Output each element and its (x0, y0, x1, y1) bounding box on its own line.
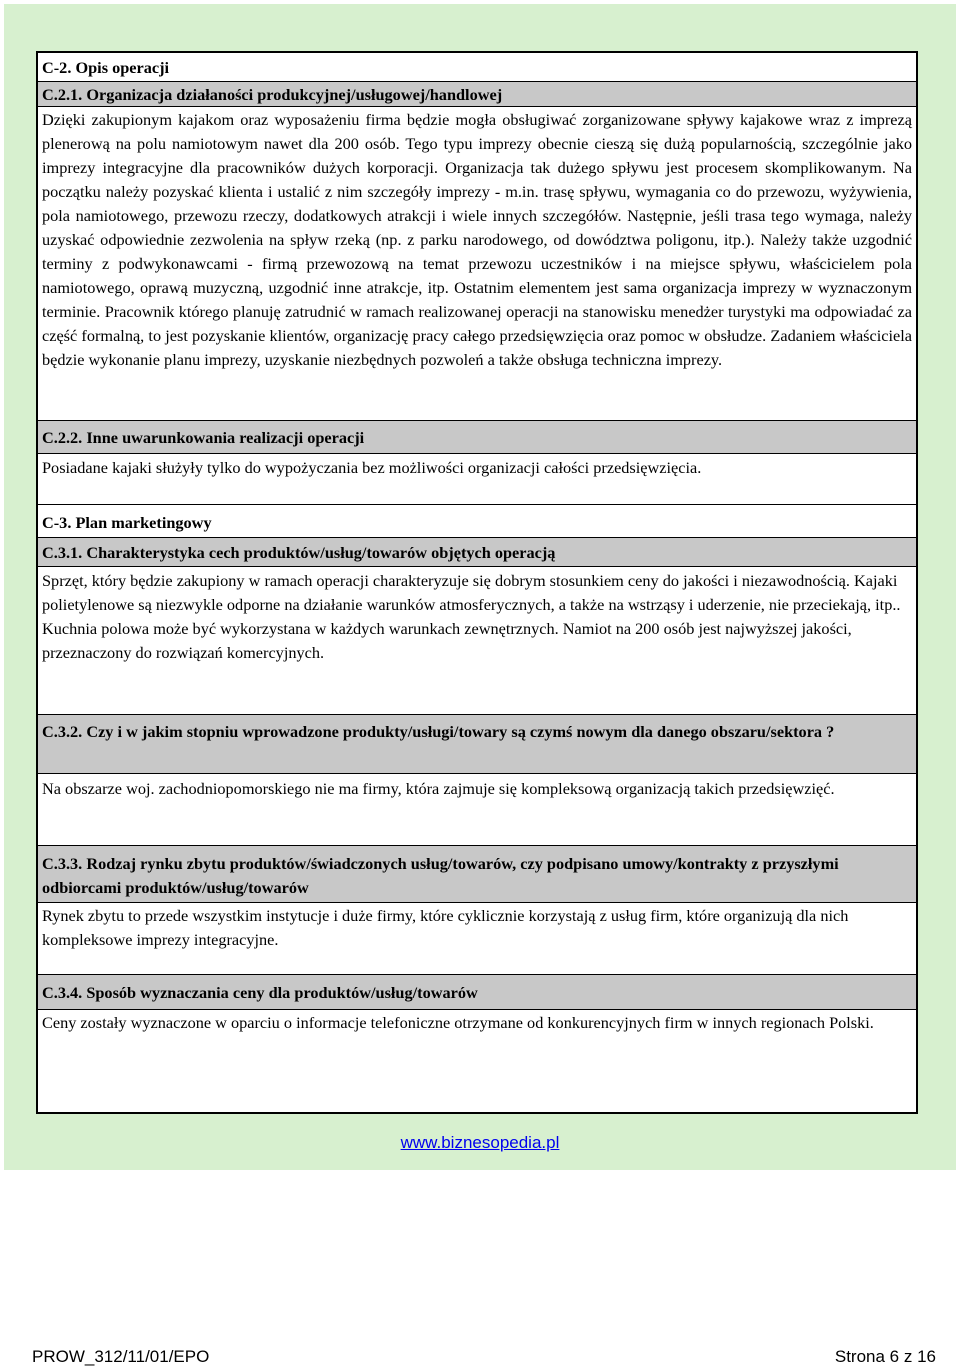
page-number: Strona 6 z 16 (834, 1347, 936, 1366)
c32-body-text: Na obszarze woj. zachodniopomorskiego nie ma firmy, która zajmuje się kompleksową organizacją takich przedsięwzięć. (42, 779, 835, 798)
section-c22-title (38, 421, 916, 454)
c32-title-text: C.3.2. Czy i w jakim stopniu wprowadzone produkty/usługi/towary są czymś nowym dla danego obszaru/sektora ? (42, 722, 835, 741)
section-c33-title (38, 846, 916, 903)
section-c2-title (38, 53, 916, 82)
section-c32-title (38, 715, 916, 774)
document-id: PROW_312/11/01/EPO (32, 1347, 210, 1366)
c22-body-text: Posiadane kajaki służyły tylko do wypożyczania bez możliwości organizacji całości przedsięwzięcia. (42, 458, 702, 477)
section-c33-text (38, 903, 916, 975)
c31-title-text: C.3.1. Charakterystyka cech produktów/usług/towarów objętych operacją (42, 543, 556, 562)
c21-body-text: Dzięki zakupionym kajakom oraz wyposażeniu firma będzie mogła obsługiwać zorganizowane spływy kajakowe wraz z imprezą plenerową na polu namiotowym nawet dla 200 osób. Tego typu imprezy obecnie cieszą się dużą popularnością, szczególnie jako imprezy integracyjne dla pracowników dużych korporacji. Organizacja tak dużego spływu jest procesem skomplikowanym. Na początku należy pozyskać klienta i ustalić z nim szczegóły imprezy - m.in. trasę spływu, wymagania co do przewozu, wyżywienia, pola namiotowego, przewozu rzeczy, dodatkowych atrakcji i wiele innych szczegółów. Następnie, jeśli trasa tego wymaga, należy uzyskać odpowiednie zezwolenia na spływ rzeką (np. z parku narodowego, od dowództwa poligonu, itp.). Należy także uzgodnić terminy z podwykonawcami - firmą przewozową na temat przewozu uczestników i na miejsce spływu, właścicielem pola namiotowego, oprawą muzyczną, uzgodnić inne atrakcje, itp. Ostatnim elementem jest sama organizacja imprezy w wyznaczonym terminie. Pracownik którego planuję zatrudnić w ramach realizowanej operacji na stanowisku menedżer turystyki ma odpowiadać za część formalną, to jest pozyskanie klientów, organizację pracy całego przedsięwzięcia oraz pomoc w obsłudze. Zadaniem właściciela będzie wykonanie planu imprezy, uzyskanie niezbędnych pozwoleń a także obsługa techniczna imprezy. (42, 110, 912, 369)
section-c34-text (38, 1010, 916, 1112)
c21-title-text: C.2.1. Organizacja działaności produkcyjnej/usługowej/handlowej (42, 85, 503, 104)
section-c31-text (38, 567, 916, 715)
c34-body-text: Ceny zostały wyznaczone w oparciu o informacje telefoniczne otrzymane od konkurencyjnych firm w innych regionach Polski. (42, 1013, 874, 1032)
section-c22-text (38, 454, 916, 505)
website-link[interactable]: www.biznesopedia.pl (400, 1133, 560, 1152)
section-c21-title (38, 82, 916, 107)
section-c3-title (38, 505, 916, 538)
c22-title-text: C.2.2. Inne uwarunkowania realizacji operacji (42, 428, 365, 447)
c3-title-text: C-3. Plan marketingowy (42, 513, 212, 532)
c33-title-text: C.3.3. Rodzaj rynku zbytu produktów/świadczonych usług/towarów, czy podpisano umowy/kontrakty z przyszłymi odbiorcami produktów/usług/towarów (42, 854, 839, 897)
section-c31-title (38, 538, 916, 567)
c33-body-text: Rynek zbytu to przede wszystkim instytucje i duże firmy, które cyklicznie korzystają z usług firm, które organizują dla nich kompleksowe imprezy integracyjne. (42, 906, 849, 949)
c34-title-text: C.3.4. Sposób wyznaczania ceny dla produktów/usług/towarów (42, 983, 478, 1002)
c2-title-text: C-2. Opis operacji (42, 58, 170, 77)
section-c34-title (38, 975, 916, 1010)
section-c32-text (38, 774, 916, 846)
form-table (36, 51, 918, 1114)
c31-body-text: Sprzęt, który będzie zakupiony w ramach operacji charakteryzuje się dobrym stosunkiem ceny do jakości i niezawodnością. Kajaki polietylenowe są niezwykle odporne na działanie warunków atmosferycznych, a także na wstrząsy i uderzenie, nie przeciekają, itp.. Kuchnia polowa może być wykorzystana w każdych warunkach zewnętrznych. Namiot na 200 osób jest najwyższej jakości, przeznaczony do rozwiązań komercyjnych. (42, 571, 901, 662)
section-c21-text (38, 107, 916, 421)
